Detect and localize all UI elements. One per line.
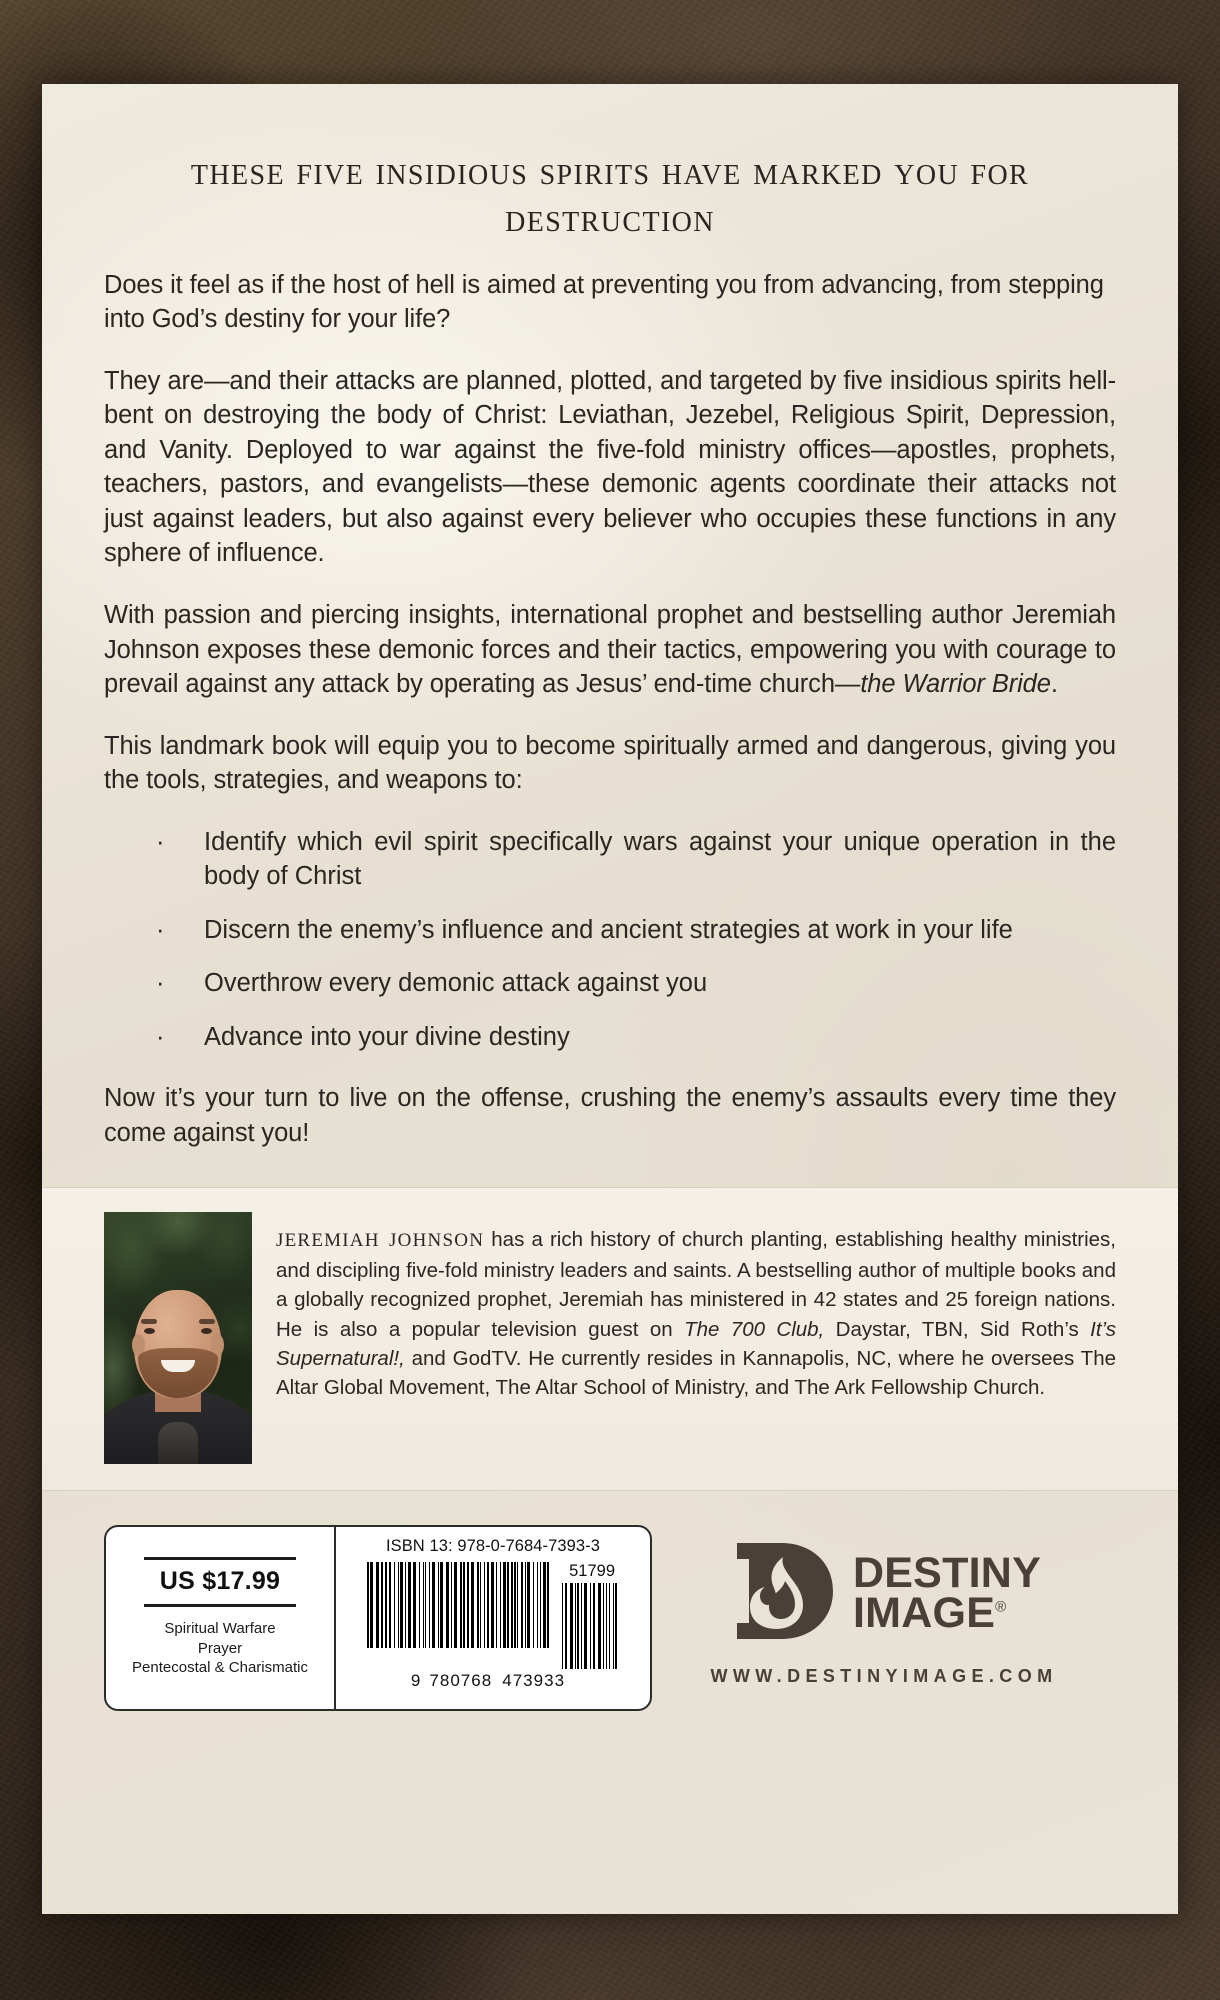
bio-text-1: has a rich history of church planting, establishing healthy ministries, and discipling five-fold ministry leaders and saints. A bestselling author of multiple books and a globally recognized prophet, Jeremiah has ministered in 42 states and 25 foreign nations. He is also a popular television guest on [276, 1227, 1116, 1341]
author-photo [104, 1212, 252, 1464]
list-item [148, 966, 1116, 1001]
ean-digit-row [411, 1671, 575, 1691]
warrior-bride-emphasis: the Warrior Bride [860, 670, 1051, 699]
bullet-icon: · [156, 1022, 165, 1051]
author-pitch-paragraph [104, 598, 1116, 702]
ean-lead-digit: 9 [410, 1670, 422, 1690]
list-item-label: Overthrow every demonic attack against you [204, 969, 708, 998]
bullet-icon: · [156, 969, 165, 998]
bio-title-its-supernatural: It’s Supernatural!, [276, 1317, 1116, 1371]
pitch-text-2: . [1050, 670, 1058, 699]
category-line: Pentecostal & Charismatic [132, 1659, 308, 1677]
destiny-image-flame-d-icon [727, 1535, 839, 1652]
list-item-label: Discern the enemy’s influence and ancient strategies at work in your life [204, 915, 1013, 944]
author-name: jeremiah johnson [276, 1221, 485, 1252]
bullet-icon: · [156, 915, 165, 944]
supplemental-digits: 51799 [569, 1561, 615, 1580]
photo-eye-right [201, 1328, 212, 1334]
bio-text-3: and GodTV. He currently resides in Kannapolis, NC, where he oversees The Altar Global Movement, The Altar School of Ministry, and The Ark Fellowship Church. [276, 1347, 1116, 1400]
bullet-icon: · [156, 827, 165, 856]
photo-collar [158, 1422, 198, 1464]
category-list [132, 1619, 308, 1678]
author-bio-section [42, 1187, 1178, 1491]
book-back-cover [42, 84, 1178, 1914]
ean13-barcode [367, 1562, 552, 1648]
author-bio-text [276, 1212, 1116, 1403]
cover-copy-section [42, 84, 1178, 1151]
isbn-number: ISBN 13: 978-0-7684-7393-3 [385, 1536, 601, 1555]
barcode-cell [336, 1527, 650, 1709]
supplemental-barcode-wrap [562, 1562, 619, 1669]
logo-row [727, 1535, 1041, 1652]
benefits-intro-paragraph: This landmark book will equip you to become spiritually armed and dangerous, giving you the tools, strategies, and weapons to: [104, 731, 1116, 795]
isbn-price-block [104, 1525, 652, 1711]
page-title: these five insidious spirits have marked you for destruction [190, 148, 1030, 240]
list-item-label: Advance into your divine destiny [204, 1022, 570, 1051]
price-label: US $17.99 [159, 1566, 281, 1595]
ean-group-2: 473933 [502, 1670, 566, 1690]
barcode-row [367, 1562, 619, 1669]
list-item [148, 1020, 1116, 1055]
photo-brow-left [141, 1319, 157, 1324]
supplemental-barcode [562, 1583, 619, 1669]
photo-eye-left [144, 1328, 155, 1334]
photo-brow-right [199, 1319, 215, 1324]
price-cell [106, 1527, 336, 1709]
list-item [148, 913, 1116, 948]
pitch-text-1: With passion and piercing insights, international prophet and bestselling author Jeremiah Johnson exposes these demonic forces and their tactics, empowering you with courage to prevail against any attack by operating as Jesus’ end-time church— [104, 600, 1116, 699]
publisher-line-image: IMAGE [852, 1589, 996, 1638]
bio-text-2: Daystar, TBN, Sid Roth’s [824, 1317, 1091, 1341]
list-item [148, 825, 1116, 894]
benefits-list [104, 825, 1116, 1055]
bio-title-700-club: The 700 Club, [684, 1317, 825, 1341]
description-paragraph: They are—and their attacks are planned, plotted, and targeted by five insidious spirits hell-bent on destroying the body of Christ: Leviathan, Jezebel, Religious Spirit, Depression, and Vanity. Deployed to war against the five-fold ministry offices—apostles, prophets, teachers, pastors, and evangelists—these demonic agents coordinate their attacks not just against leaders, but also against every believer who occupies these functions in any sphere of influence. [104, 366, 1116, 568]
category-line: Prayer [197, 1639, 243, 1657]
price-rule-bottom [144, 1604, 296, 1607]
ean-group-1: 780768 [429, 1670, 493, 1690]
publisher-name [852, 1548, 1042, 1638]
registered-trademark-icon: ® [995, 1598, 1007, 1616]
publisher-line-image-wrap [852, 1589, 1041, 1638]
publisher-line-destiny: DESTINY [852, 1548, 1042, 1597]
category-line: Spiritual Warfare [164, 1619, 276, 1637]
list-item-label: Identify which evil spirit specifically wars against your unique operation in the body of Christ [204, 827, 1116, 891]
publisher-website: WWW.DESTINYIMAGE.COM [710, 1665, 1058, 1686]
lead-paragraph: Does it feel as if the host of hell is aimed at preventing you from advancing, from stepping into God’s destiny for your life? [104, 270, 1104, 334]
closing-paragraph: Now it’s your turn to live on the offense, crushing the enemy’s assaults every time they come against you! [104, 1084, 1116, 1147]
cover-footer [42, 1491, 1178, 1711]
publisher-logo-block [652, 1525, 1116, 1687]
